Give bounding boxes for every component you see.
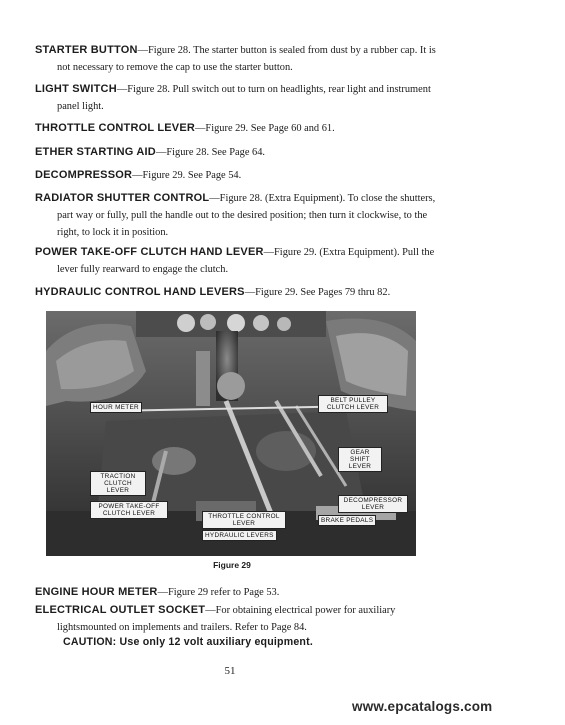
term-starter-button: STARTER BUTTON [35,44,138,56]
text-throttle-control: —Figure 29. See Page 60 and 61. [195,123,335,134]
callout-throttle-control: THROTTLE CONTROL LEVER [202,511,286,529]
callout-hour-meter: HOUR METER [90,402,142,413]
text-decompressor: —Figure 29. See Page 54. [132,170,242,181]
text-electrical-outlet: —For obtaining electrical power for auxiliary lightsmounted on implements and trailers. Refer to Page 84. [57,605,396,633]
figure-caption: Figure 29 [213,560,251,570]
term-light-switch: LIGHT SWITCH [35,83,117,95]
text-starter-button: —Figure 28. The starter button is sealed from dust by a rubber cap. It is not necessary to remove the cap to use the starter button. [57,45,436,73]
para-ether-starting [35,144,445,161]
para-light-switch [35,81,445,115]
callout-traction-clutch: TRACTION CLUTCH LEVER [90,471,146,496]
callout-brake-pedals: BRAKE PEDALS [318,515,376,526]
text-light-switch: —Figure 28. Pull switch out to turn on headlights, rear light and instrument panel light. [57,84,431,112]
figure-29-photo [46,311,416,556]
para-throttle-control [35,120,445,137]
term-hydraulic-control: HYDRAULIC CONTROL HAND LEVERS [35,286,245,298]
callout-belt-pulley: BELT PULLEY CLUTCH LEVER [318,395,388,413]
term-electrical-outlet: ELECTRICAL OUTLET SOCKET [35,604,206,616]
caution-note: CAUTION: Use only 12 volt auxiliary equipment. [63,636,313,648]
watermark-text: www.epcatalogs.com [352,699,493,714]
callout-pto-clutch: POWER TAKE-OFF CLUTCH LEVER [90,501,168,519]
text-hydraulic-control: —Figure 29. See Pages 79 thru 82. [244,287,391,298]
term-pto-clutch: POWER TAKE-OFF CLUTCH HAND LEVER [35,246,264,258]
term-throttle-control: THROTTLE CONTROL LEVER [35,122,196,134]
para-pto-clutch [35,244,445,278]
para-electrical-outlet [35,602,445,636]
callout-gear-shift: GEAR SHIFT LEVER [338,447,382,472]
page-number: 51 [224,665,236,677]
term-engine-hour-meter: ENGINE HOUR METER [35,586,158,598]
text-ether-starting: —Figure 28. See Page 64. [155,147,266,158]
para-engine-hour-meter [35,584,445,601]
para-hydraulic-control [35,284,445,301]
term-radiator-shutter: RADIATOR SHUTTER CONTROL [35,192,210,204]
term-decompressor: DECOMPRESSOR [35,169,133,181]
callout-decompressor: DECOMPRESSOR LEVER [338,495,408,513]
term-ether-starting: ETHER STARTING AID [35,146,156,158]
para-radiator-shutter [35,190,445,241]
text-radiator-shutter: —Figure 28. (Extra Equipment). To close the shutters, part way or fully, pull the handle out to the desired position; then turn it clockwise, to the right, to lock it in position. [57,193,436,238]
text-engine-hour-meter: —Figure 29 refer to Page 53. [157,587,280,598]
text-pto-clutch: —Figure 29. (Extra Equipment). Pull the lever fully rearward to engage the clutch. [57,247,435,275]
para-decompressor [35,167,445,184]
callout-hydraulic-levers: HYDRAULIC LEVERS [202,530,277,541]
para-starter-button [35,42,445,76]
